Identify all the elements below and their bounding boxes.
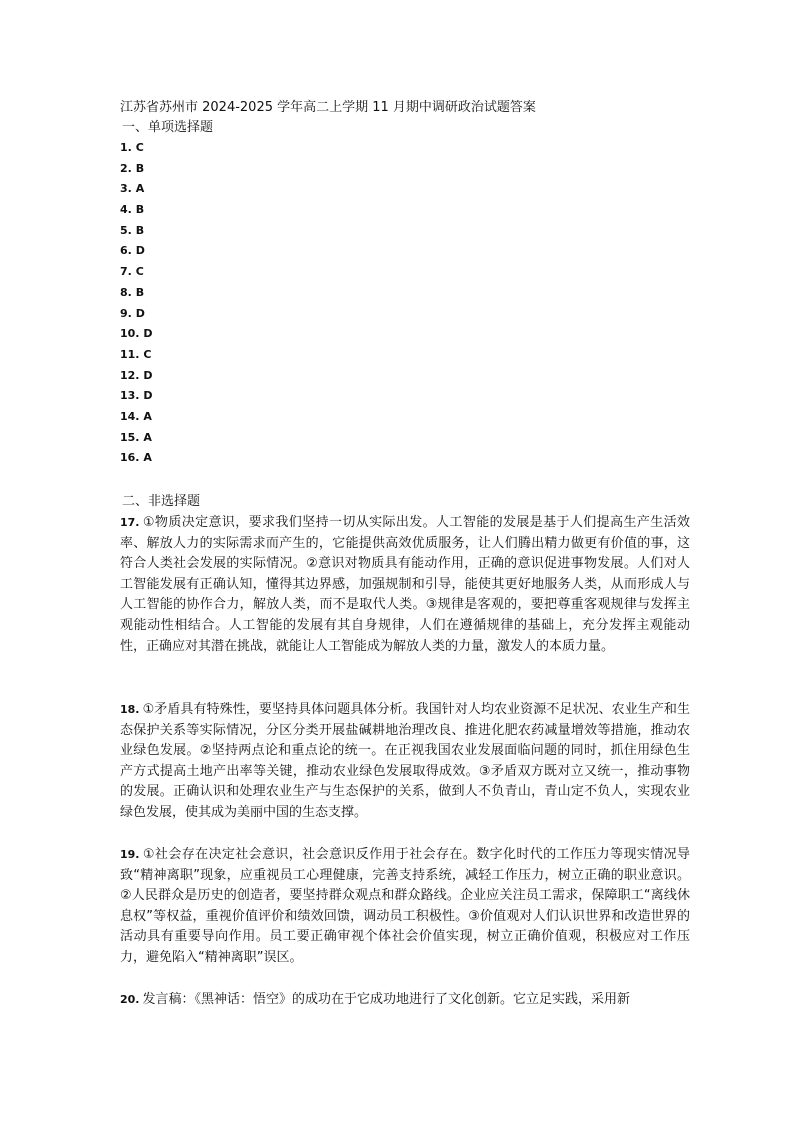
answer-row: 1. C [120, 141, 144, 154]
choice-answer-list [120, 138, 240, 469]
answer-row: 11. C [120, 347, 152, 361]
answer-row: 3. A [120, 182, 145, 196]
answer-paragraph-19: 19. ①社会存在决定社会意识，社会意识反作用于社会存在。数字化时代的工作压力等现实情况导致“精神离职”现象，应重视员工心理健康，完善支持系统，减轻工作压力，树立正确的职业意识。②人民群众是历史的创造者，要坚持群众观点和群众路线。企业应关注员工需求，保障职工“离线休息权”等权益，重视价值评价和绩效回馈，调动员工积极性。③价值观对人们认识世界和改造世界的活动具有重要导向作用。员工要正确审视个体社会价值实现，树立正确价值观，积极应对工作压力，避免陷入“精神离职”误区。 [120, 847, 690, 965]
answer-row: 13. D [120, 389, 153, 403]
answer-row: 4. B [120, 203, 145, 217]
answer-paragraph-18: 18. ①矛盾具有特殊性，要坚持具体问题具体分析。我国针对人均农业资源不足状况、农业生产和生态保护关系等实际情况，分区分类开展盐碱耕地治理改良、推进化肥农药减量增效等措施，推动农业绿色发展。②坚持两点论和重点论的统一。在正视我国农业发展面临问题的同时，抓住用绿色生产方式提高土地产出率等关键，推动农业绿色发展取得成效。③矛盾双方既对立又统一，推动事物的发展。正确认识和处理农业生产与生态保护的关系，做到人不负青山，青山定不负人，实现农业绿色发展，使其成为美丽中国的生态支撑。 [120, 702, 690, 820]
answer-row: 6. D [120, 244, 145, 258]
answer-row: 7. C [120, 265, 144, 279]
answer-paragraph-17: 17. ①物质决定意识，要求我们坚持一切从实际出发。人工智能的发展是基于人们提高生产生活效率、解放人力的实际需求而产生的，它能提供高效优质服务，让人们腾出精力做更有价值的事，这符合人类社会发展的实际情况。②意识对物质具有能动作用，正确的意识促进事物发展。人们对人工智能发展有正确认知，懂得其边界感，加强规制和引导，能使其更好地服务人类，从而形成人与人工智能的协作合力，解放人类，而不是取代人类。③规律是客观的，要把尊重客观规律与发挥主观能动性相结合。人工智能的发展有其自身规律，人们在遵循规律的基础上，充分发挥主观能动性，正确应对其潜在挑战，就能让人工智能成为解放人类的力量，激发人的本质力量。 [120, 515, 690, 654]
answer-row: 14. A [120, 409, 152, 423]
document-title: 江苏省苏州市 2024-2025 学年高二上学期 11 月期中调研政治试题答案 [120, 100, 536, 115]
answer-row: 2. B [120, 161, 145, 175]
answer-row: 10. D [120, 327, 153, 341]
answer-row: 8. B [120, 285, 145, 299]
answer-row: 16. A [120, 451, 152, 465]
answer-paragraph-20: 20. 发言稿：《黑神话：悟空》的成功在于它成功地进行了文化创新。它立足实践，采用新 [120, 992, 631, 1007]
answer-row: 15. A [120, 430, 152, 444]
answer-row: 5. B [120, 223, 145, 237]
answer-row: 9. D [120, 306, 145, 320]
section-heading-choice: 一、单项选择题 [122, 120, 214, 135]
section-heading-essay: 二、非选择题 [122, 494, 201, 509]
answer-row: 12. D [120, 368, 153, 382]
